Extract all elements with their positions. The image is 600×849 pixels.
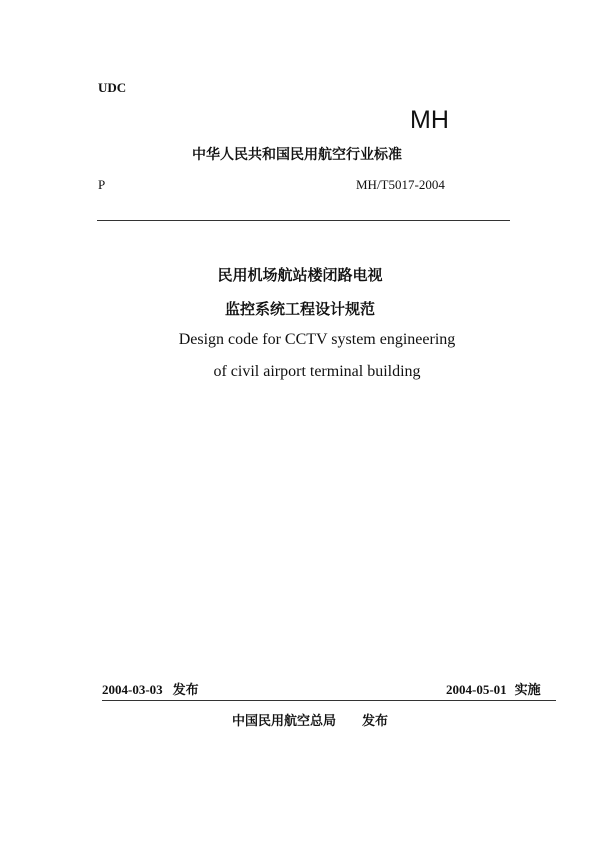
authority-action: 发布 [362, 714, 389, 729]
issuing-authority [232, 710, 388, 729]
title-chinese-line-1: 民用机场航站楼闭路电视 [217, 266, 383, 284]
title-english-line-2: of civil airport terminal building [213, 363, 421, 380]
authority-name: 中国民用航空总局 [232, 714, 337, 729]
standard-category: 中华人民共和国民用航空行业标准 [192, 147, 402, 163]
classification-code: P [98, 177, 106, 192]
implementation-label: 实施 [514, 683, 541, 698]
issue-date: 2004-03-03 [102, 682, 163, 697]
udc-label: UDC [98, 80, 127, 95]
header-divider [97, 220, 510, 221]
title-chinese-line-2: 监控系统工程设计规范 [224, 300, 375, 318]
industry-code: MH [410, 106, 449, 134]
standard-number: MH/T5017-2004 [356, 177, 445, 192]
title-english-line-1: Design code for CCTV system engineering [178, 331, 456, 348]
implementation-date: 2004-05-01 [446, 682, 507, 697]
implementation-date-row [446, 679, 556, 701]
issue-label: 发布 [172, 683, 199, 698]
issue-date-row [102, 679, 454, 701]
